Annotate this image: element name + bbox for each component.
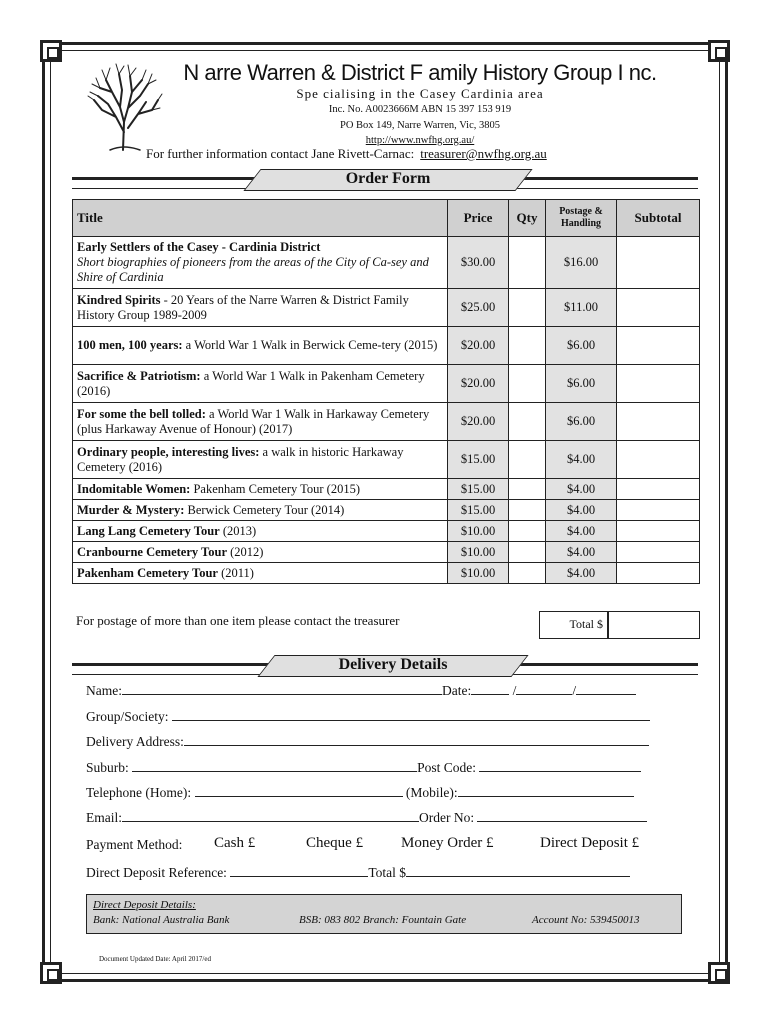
item-title-bold: 100 men, 100 years: xyxy=(77,338,183,352)
item-title-bold: Early Settlers of the Casey - Cardinia District xyxy=(77,240,321,254)
deposit-ref-row xyxy=(86,864,630,881)
item-qty-field[interactable] xyxy=(509,327,546,365)
postcode-field[interactable] xyxy=(479,759,641,772)
order-no-field[interactable] xyxy=(477,809,647,822)
item-title-normal: Pakenham Cemetery Tour (2015) xyxy=(190,481,361,496)
suburb-row xyxy=(86,759,641,776)
pay-option-label: Money Order xyxy=(401,835,483,851)
item-title xyxy=(73,327,448,365)
item-subtotal-field[interactable] xyxy=(617,237,700,289)
suburb-label: Suburb: xyxy=(86,760,129,775)
item-title xyxy=(73,563,448,584)
item-subtotal-field[interactable] xyxy=(617,441,700,479)
col-title: Title xyxy=(73,200,448,237)
payment-label: Payment Method: xyxy=(86,837,183,852)
order-form-title: Order Form xyxy=(345,170,431,187)
item-qty-field[interactable] xyxy=(509,441,546,479)
item-subtotal-field[interactable] xyxy=(617,327,700,365)
item-title-normal: - 20 Years of the Narre Warren & District Family History Group 1989-2009 xyxy=(77,292,409,322)
item-postage: $6.00 xyxy=(546,403,617,441)
item-qty-field[interactable] xyxy=(509,500,546,521)
pay-option-cash[interactable] xyxy=(214,835,255,852)
item-subtotal-field[interactable] xyxy=(617,403,700,441)
document-updated: Document Updated Date: April 2017/ed xyxy=(99,955,211,963)
name-label: Name: xyxy=(86,683,122,698)
item-postage: $4.00 xyxy=(546,563,617,584)
checkbox-icon[interactable]: £ xyxy=(355,835,364,851)
order-table xyxy=(72,199,700,584)
deposit-ref-field[interactable] xyxy=(230,864,368,877)
deposit-heading: Direct Deposit Details: xyxy=(93,899,196,911)
item-title-bold: Cranbourne Cemetery Tour xyxy=(77,544,227,559)
order-total-label: Total $ xyxy=(539,611,608,639)
item-title-bold: Murder & Mystery: xyxy=(77,502,185,517)
table-row xyxy=(73,327,700,365)
order-table-body xyxy=(73,237,700,584)
item-title-normal: a World War 1 Walk in Harkaway Cemetery (plus Harkaway Avenue of Honour) (2017) xyxy=(77,406,430,436)
item-price: $20.00 xyxy=(448,365,509,403)
pay-option-label: Cash xyxy=(214,835,244,851)
item-price: $20.00 xyxy=(448,403,509,441)
group-row xyxy=(86,708,650,725)
item-postage: $4.00 xyxy=(546,441,617,479)
item-postage: $4.00 xyxy=(546,542,617,563)
item-title xyxy=(73,441,448,479)
item-qty-field[interactable] xyxy=(509,237,546,289)
order-total-field[interactable] xyxy=(608,611,700,639)
col-price: Price xyxy=(448,200,509,237)
item-title xyxy=(73,479,448,500)
checkbox-icon[interactable]: £ xyxy=(247,835,256,851)
delivery-total-field[interactable] xyxy=(406,864,630,877)
postcode-label: Post Code: xyxy=(417,760,477,775)
table-row xyxy=(73,365,700,403)
pay-option-direct-deposit[interactable] xyxy=(540,835,639,852)
date-separator: / xyxy=(512,683,517,698)
address-field[interactable] xyxy=(184,733,649,746)
table-row xyxy=(73,542,700,563)
pay-option-label: Direct Deposit xyxy=(540,835,628,851)
email-field[interactable] xyxy=(122,809,419,822)
item-title-normal: (2013) xyxy=(219,523,257,538)
address-row xyxy=(86,733,649,750)
date-year-field[interactable] xyxy=(576,682,636,695)
col-postage-line1: Postage & xyxy=(559,206,603,217)
item-title-bold: Indomitable Women: xyxy=(77,481,191,496)
item-price: $15.00 xyxy=(448,479,509,500)
item-qty-field[interactable] xyxy=(509,542,546,563)
table-row xyxy=(73,237,700,289)
col-postage xyxy=(546,200,617,237)
contact-email-link[interactable]: treasurer@nwfhg.org.au xyxy=(420,146,547,161)
corner-ornament xyxy=(708,40,730,62)
item-title-normal: a walk in historic Harkaway Cemetery (2016) xyxy=(77,444,404,474)
table-row xyxy=(73,521,700,542)
deposit-details-box xyxy=(86,894,682,934)
contact-text: For further information contact Jane Rivett-Carnac: xyxy=(146,146,415,161)
order-no-label: Order No: xyxy=(419,810,475,825)
item-title xyxy=(73,521,448,542)
item-price: $20.00 xyxy=(448,327,509,365)
item-qty-field[interactable] xyxy=(509,289,546,327)
table-row xyxy=(73,403,700,441)
item-title xyxy=(73,403,448,441)
table-row xyxy=(73,479,700,500)
item-title xyxy=(73,289,448,327)
address-label: Delivery Address: xyxy=(86,734,184,749)
col-subtotal: Subtotal xyxy=(617,200,700,237)
item-title xyxy=(73,365,448,403)
item-subtotal-field[interactable] xyxy=(617,289,700,327)
item-subtotal-field[interactable] xyxy=(617,365,700,403)
item-postage: $6.00 xyxy=(546,365,617,403)
item-qty-field[interactable] xyxy=(509,521,546,542)
item-postage: $4.00 xyxy=(546,479,617,500)
item-qty-field[interactable] xyxy=(509,365,546,403)
item-title-normal: a World War 1 Walk in Berwick Ceme-tery (2015) xyxy=(182,338,438,352)
item-price: $30.00 xyxy=(448,237,509,289)
name-field[interactable] xyxy=(122,682,442,695)
item-postage: $6.00 xyxy=(546,327,617,365)
telephone-label: Telephone (Home): xyxy=(86,785,192,800)
item-price: $15.00 xyxy=(448,441,509,479)
table-row xyxy=(73,500,700,521)
deposit-bsb: BSB: 083 802 Branch: Fountain Gate xyxy=(299,914,467,926)
item-title-normal: (2012) xyxy=(227,544,264,559)
date-separator: / xyxy=(572,683,577,698)
col-postage-line2: Handling xyxy=(560,218,602,229)
pay-option-label: Cheque xyxy=(306,835,352,851)
pay-option-cheque[interactable] xyxy=(306,835,363,852)
mobile-field[interactable] xyxy=(458,784,634,797)
table-row xyxy=(73,289,700,327)
item-title xyxy=(73,237,448,289)
postage-note: For postage of more than one item please contact the treasurer xyxy=(76,613,400,628)
date-label: Date: xyxy=(442,683,472,698)
corner-ornament xyxy=(708,962,730,984)
item-qty-field[interactable] xyxy=(509,479,546,500)
email-label: Email: xyxy=(86,810,122,825)
org-name: N arre Warren & District F amily History Group I nc. xyxy=(183,60,657,85)
item-title-normal: a World War 1 Walk in Pakenham Cemetery (2016) xyxy=(77,368,425,398)
contact-line xyxy=(146,146,547,162)
item-title xyxy=(73,542,448,563)
delivery-title: Delivery Details xyxy=(338,656,448,673)
table-row xyxy=(73,563,700,584)
name-row xyxy=(86,682,636,699)
website-link[interactable]: http://www.nwfhg.org.au/ xyxy=(365,135,475,146)
item-price: $15.00 xyxy=(448,500,509,521)
item-title-bold: Pakenham Cemetery Tour xyxy=(77,565,218,580)
item-subtotal-field[interactable] xyxy=(617,563,700,584)
table-row xyxy=(73,441,700,479)
item-title-italic: Short biographies of pioneers from the areas of the City of Ca-sey and Shire of Cardinia xyxy=(77,255,429,284)
mobile-label: (Mobile): xyxy=(405,785,458,800)
suburb-field[interactable] xyxy=(132,759,417,772)
email-row xyxy=(86,809,647,826)
item-postage: $11.00 xyxy=(546,289,617,327)
col-qty: Qty xyxy=(509,200,546,237)
item-qty-field[interactable] xyxy=(509,403,546,441)
item-subtotal-field[interactable] xyxy=(617,500,700,521)
item-postage: $4.00 xyxy=(546,500,617,521)
delivery-total-label: Total $ xyxy=(368,865,406,880)
po-box: PO Box 149, Narre Warren, Vic, 3805 xyxy=(340,120,500,131)
pay-option-money-order[interactable] xyxy=(401,835,493,852)
telephone-row xyxy=(86,784,634,801)
telephone-field[interactable] xyxy=(195,784,403,797)
group-label: Group/Society: xyxy=(86,709,169,724)
item-postage: $16.00 xyxy=(546,237,617,289)
item-title-normal: Berwick Cemetery Tour (2014) xyxy=(184,502,345,517)
item-subtotal-field[interactable] xyxy=(617,542,700,563)
item-title xyxy=(73,500,448,521)
item-title-bold: For some the bell tolled: xyxy=(77,406,206,421)
checkbox-icon[interactable]: £ xyxy=(631,835,640,851)
item-qty-field[interactable] xyxy=(509,563,546,584)
item-subtotal-field[interactable] xyxy=(617,479,700,500)
date-month-field[interactable] xyxy=(516,682,572,695)
table-header-row xyxy=(73,200,700,237)
item-subtotal-field[interactable] xyxy=(617,521,700,542)
date-day-field[interactable] xyxy=(471,682,509,695)
item-price: $10.00 xyxy=(448,563,509,584)
item-price: $10.00 xyxy=(448,542,509,563)
item-title-normal: (2011) xyxy=(217,565,254,580)
corner-ornament xyxy=(40,962,62,984)
item-title-bold: Kindred Spirits xyxy=(77,292,161,307)
item-postage: $4.00 xyxy=(546,521,617,542)
item-title-bold: Ordinary people, interesting lives: xyxy=(77,444,260,459)
corner-ornament xyxy=(40,40,62,62)
item-price: $10.00 xyxy=(448,521,509,542)
checkbox-icon[interactable]: £ xyxy=(485,835,494,851)
deposit-bank: Bank: National Australia Bank xyxy=(93,914,230,926)
group-field[interactable] xyxy=(172,708,650,721)
item-price: $25.00 xyxy=(448,289,509,327)
deposit-account: Account No: 539450013 xyxy=(532,914,640,926)
deposit-ref-label: Direct Deposit Reference: xyxy=(86,865,227,880)
item-title-bold: Sacrifice & Patriotism: xyxy=(77,368,201,383)
item-title-bold: Lang Lang Cemetery Tour xyxy=(77,523,220,538)
inc-no: Inc. No. A0023666M ABN 15 397 153 919 xyxy=(328,104,512,115)
tagline: Spe cialising in the Casey Cardinia area xyxy=(296,86,544,101)
